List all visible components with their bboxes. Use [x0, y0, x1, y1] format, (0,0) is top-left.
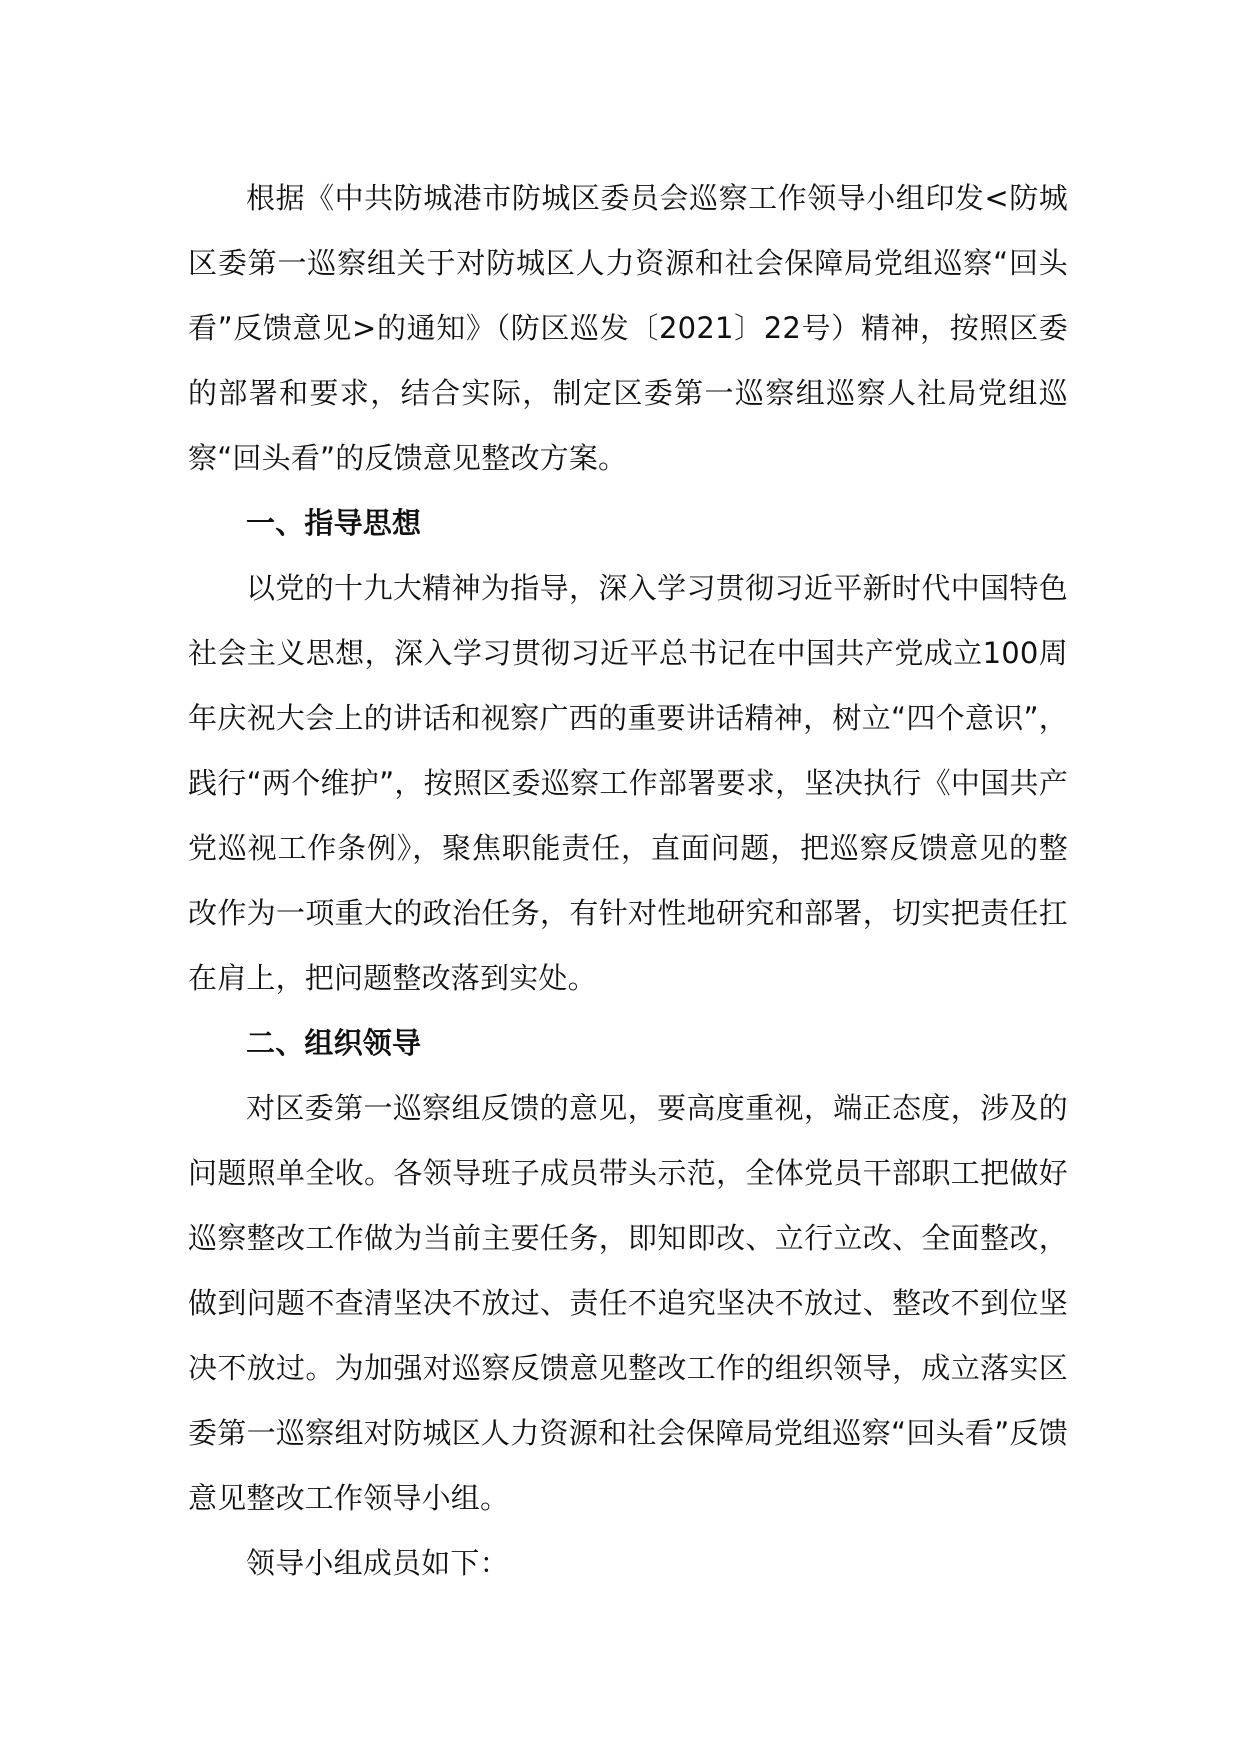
section-heading-organization-leadership: 二、组织领导	[246, 1026, 422, 1060]
guiding-ideology-paragraph: 以党的十九大精神为指导，深入学习贯彻习近平新时代中国特色社会主义思想，深入学习贯彻习近平总书记在中国共产党成立100周年庆祝大会上的讲话和视察广西的重要讲话精神，树立“四个意识”，践行“两个维护”，按照区委巡察工作部署要求，坚决执行《中国共产党巡视工作条例》，聚焦职能责任，直面问题，把巡察反馈意见的整改作为一项重大的政治任务，有针对性地研究和部署，切实把责任扛在肩上，把问题整改落到实处。	[188, 571, 1068, 995]
section-heading-guiding-ideology: 一、指导思想	[246, 506, 422, 540]
leadership-group-members-line: 领导小组成员如下：	[246, 1546, 509, 1580]
intro-paragraph: 根据《中共防城港市防城区委员会巡察工作领导小组印发<防城区委第一巡察组关于对防城区人力资源和社会保障局党组巡察“回头看”反馈意见>的通知》（防区巡发〔2021〕22号）精神，按照区委的部署和要求，结合实际，制定区委第一巡察组巡察人社局党组巡察“回头看”的反馈意见整改方案。	[188, 181, 1068, 475]
document-body	[188, 166, 1068, 1596]
organization-leadership-paragraph: 对区委第一巡察组反馈的意见，要高度重视，端正态度，涉及的问题照单全收。各领导班子成员带头示范，全体党员干部职工把做好巡察整改工作做为当前主要任务，即知即改、立行立改、全面整改，做到问题不查清坚决不放过、责任不追究坚决不放过、整改不到位坚决不放过。为加强对巡察反馈意见整改工作的组织领导，成立落实区委第一巡察组对防城区人力资源和社会保障局党组巡察“回头看”反馈意见整改工作领导小组。	[188, 1091, 1068, 1515]
